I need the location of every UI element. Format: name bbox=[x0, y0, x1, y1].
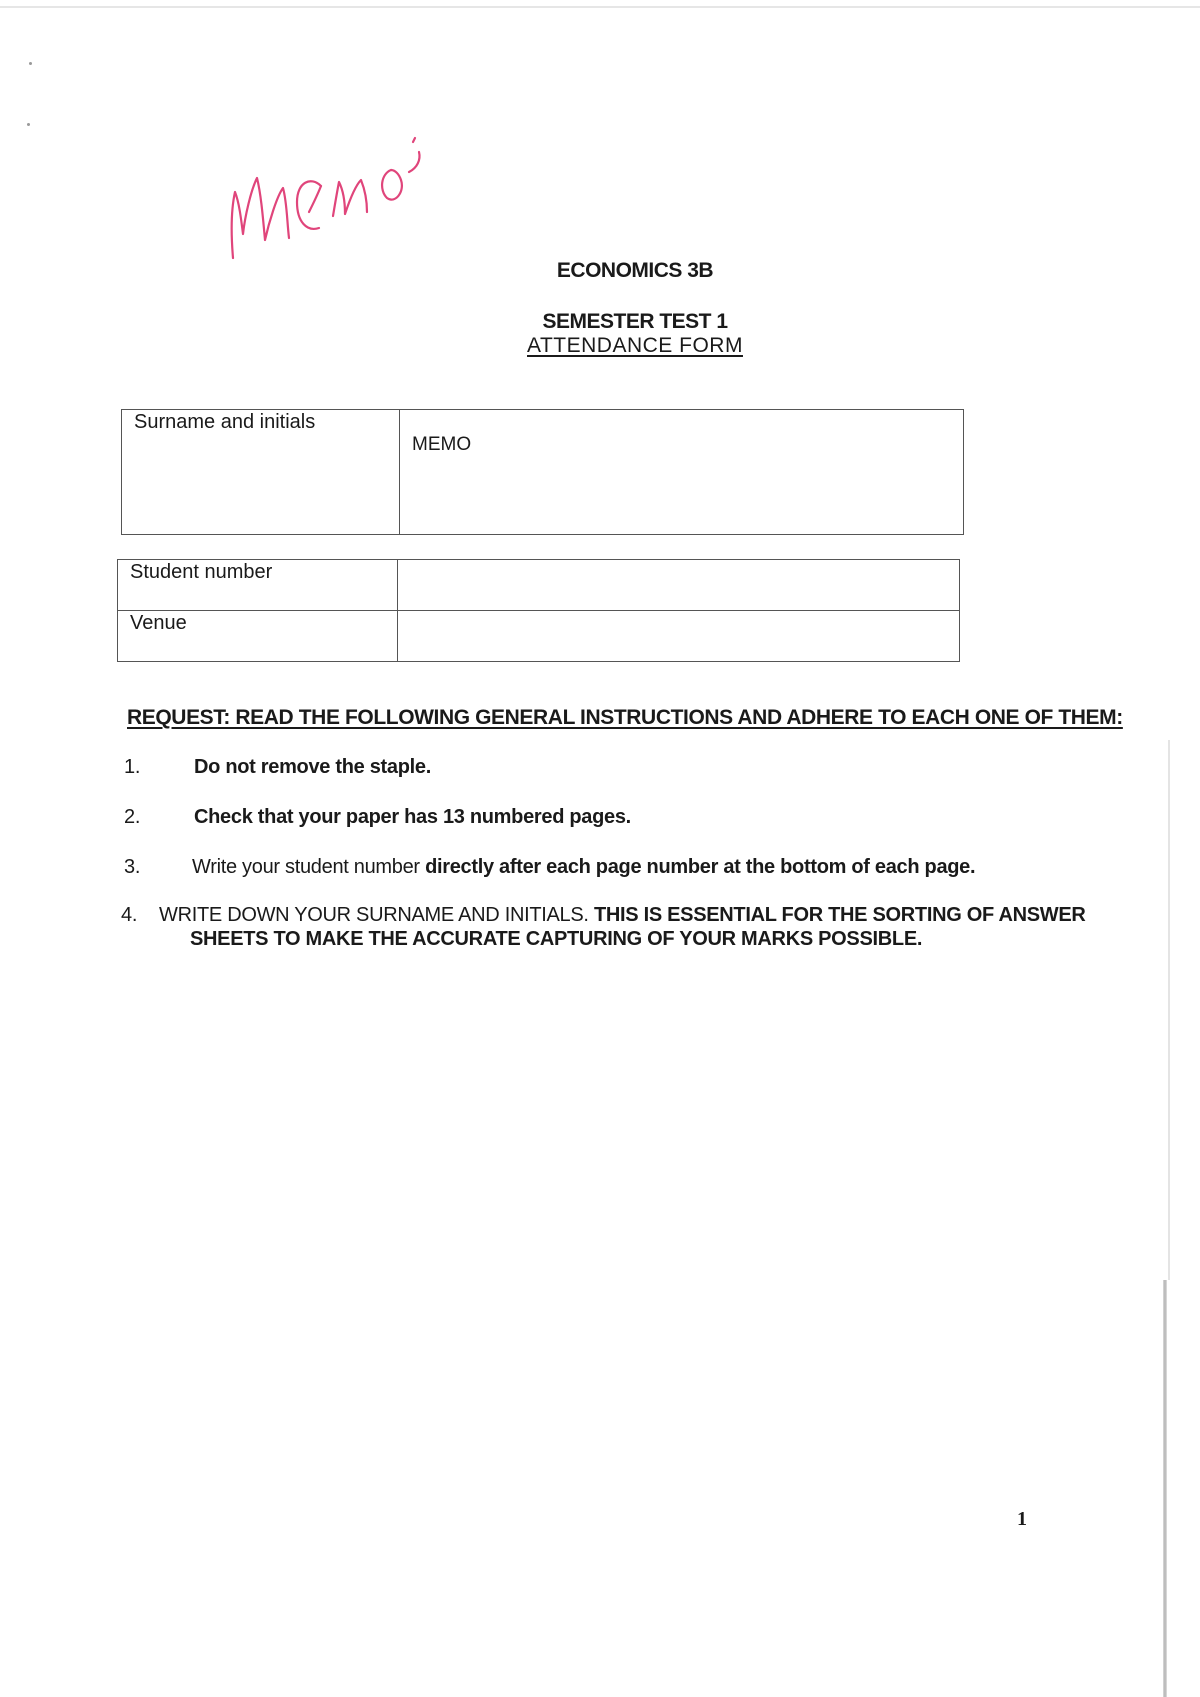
instruction-number: 1. bbox=[124, 756, 141, 778]
venue-label-cell bbox=[118, 611, 398, 662]
test-title: SEMESTER TEST 1 bbox=[542, 310, 728, 333]
instruction-text-continued: SHEETS TO MAKE THE ACCURATE CAPTURING OF YOUR MARKS POSSIBLE. bbox=[190, 928, 923, 950]
course-title: ECONOMICS 3B bbox=[556, 259, 714, 282]
student-number-label-cell bbox=[118, 560, 398, 611]
handwritten-memo-annotation bbox=[225, 130, 485, 270]
instruction-text bbox=[159, 904, 1086, 927]
scan-speck bbox=[27, 123, 30, 126]
instruction-text-bold: directly after each page number at the bottom of each page. bbox=[425, 856, 976, 878]
surname-field[interactable] bbox=[400, 410, 964, 535]
instruction-text-plain: WRITE DOWN YOUR SURNAME AND INITIALS. bbox=[159, 904, 594, 926]
instruction-number: 2. bbox=[124, 806, 141, 828]
venue-row bbox=[118, 611, 960, 662]
instruction-text-bold: THIS IS ESSENTIAL FOR THE SORTING OF ANSWER bbox=[593, 904, 1086, 926]
instruction-number: 4. bbox=[121, 904, 138, 926]
student-number-label: Student number bbox=[130, 561, 273, 583]
surname-value: MEMO bbox=[412, 434, 472, 455]
surname-row bbox=[122, 410, 964, 535]
surname-label-cell bbox=[122, 410, 400, 535]
student-number-field[interactable] bbox=[398, 560, 960, 611]
scan-edge-right bbox=[1163, 1280, 1167, 1697]
scan-edge-top bbox=[0, 6, 1200, 8]
page-number: 1 bbox=[1017, 1508, 1027, 1530]
name-table bbox=[121, 409, 964, 535]
student-details-table bbox=[117, 559, 960, 662]
venue-field[interactable] bbox=[398, 611, 960, 662]
request-heading: REQUEST: READ THE FOLLOWING GENERAL INSTRUCTIONS AND ADHERE TO EACH ONE OF THEM: bbox=[127, 706, 1123, 729]
instruction-text: Check that your paper has 13 numbered pages. bbox=[194, 806, 631, 828]
scan-speck bbox=[29, 62, 32, 65]
instruction-text-plain: Write your student number bbox=[192, 856, 426, 878]
instruction-text bbox=[192, 856, 975, 879]
scan-edge-right-faint bbox=[1168, 740, 1170, 1280]
venue-label: Venue bbox=[130, 612, 187, 634]
instruction-number: 3. bbox=[124, 856, 141, 878]
instruction-text: Do not remove the staple. bbox=[194, 756, 431, 778]
form-title: ATTENDANCE FORM bbox=[527, 334, 743, 357]
surname-label: Surname and initials bbox=[134, 411, 316, 433]
student-number-row bbox=[118, 560, 960, 611]
